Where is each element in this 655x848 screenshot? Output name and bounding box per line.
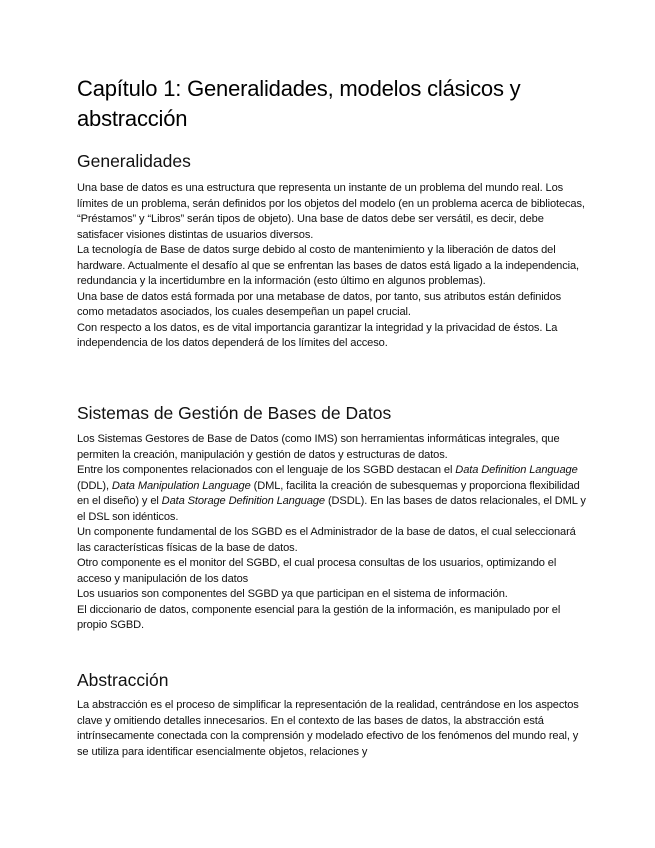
paragraph: Otro componente es el monitor del SGBD, el cual procesa consultas de los usuarios, optimizando el acceso y manipulación de los datos	[77, 557, 557, 585]
dsdl-term: Data Storage Definition Language	[161, 495, 325, 507]
paragraph: La tecnología de Base de datos surge debido al costo de mantenimiento y la liberación de datos del hardware. Actualmente el desafío al que se enfrentan las bases de datos está ligado a la independencia, redundancia y la incertidumbre en la información (esto último en algunos problemas).	[77, 244, 580, 287]
paragraph: Una base de datos está formada por una metabase de datos, por tanto, sus atributos están definidos como metadatos asociados, los cuales desempeñan un papel crucial.	[77, 290, 562, 318]
ddl-rest: (DDL),	[77, 479, 112, 492]
paragraph: Los Sistemas Gestores de Base de Datos (como IMS) son herramientas informáticas integrales, que permiten la creación, manipulación y gestión de datos y estructuras de datos.	[77, 433, 560, 461]
paragraph: Una base de datos es una estructura que representa un instante de un problema del mundo real. Los límites de un problema, serán definidos por los objetos del modelo (en un problema acerca de bibliotecas, “Préstamos” y “Libros” serán tipos de objeto). Una base de datos debe ser versátil, es decir, debe satisfacer visiones distintas de usuarios diversos.	[77, 182, 585, 241]
dml-term: Data Manipulation Language	[111, 479, 251, 492]
paragraph: Los usuarios son componentes del SGBD ya que participan en el sistema de información.	[77, 588, 508, 600]
paragraph-languages	[77, 463, 587, 525]
paragraph: Un componente fundamental de los SGBD es el Administrador de la base de datos, el cual seleccionará las características físicas de la base de datos.	[77, 526, 576, 554]
paragraph: El diccionario de datos, componente esencial para la gestión de la información, es manipulado por el propio SGBD.	[77, 603, 561, 631]
section-heading-sgbd: Sistemas de Gestión de Bases de Datos	[77, 403, 392, 423]
dsdl-rest: (DSDL). En las bases de datos relacionales, el DML y el DSL son idénticos.	[77, 495, 586, 523]
languages-lead: Entre los componentes relacionados con el lenguaje de los SGBD destacan el	[77, 464, 456, 476]
paragraph: Con respecto a los datos, es de vital importancia garantizar la integridad y la privacidad de éstos. La independencia de los datos dependerá de los límites del acceso.	[77, 321, 558, 349]
section-sgbd	[77, 432, 587, 634]
section-heading-generalidades: Generalidades	[77, 151, 191, 171]
dml-rest: (DML, facilita la creación de subesquemas y proporciona flexibilidad en el diseño) y el	[77, 479, 580, 507]
ddl-term: Data Definition Language	[455, 464, 578, 476]
paragraph: La abstracción es el proceso de simplificar la representación de la realidad, centrándose en los aspectos clave y omitiendo detalles innecesarios. En el contexto de las bases de datos, la abstracción está intrínsecamente conectada con la comprensión y modelado efectivo de los fenómenos del mundo real, y se utiliza para identificar esencialmente objetos, relaciones y	[77, 699, 579, 758]
section-generalidades	[77, 181, 587, 352]
chapter-title: Capítulo 1: Generalidades, modelos clásicos y abstracción	[77, 76, 521, 131]
section-abstraccion	[77, 698, 587, 760]
section-heading-abstraccion: Abstracción	[77, 670, 169, 690]
